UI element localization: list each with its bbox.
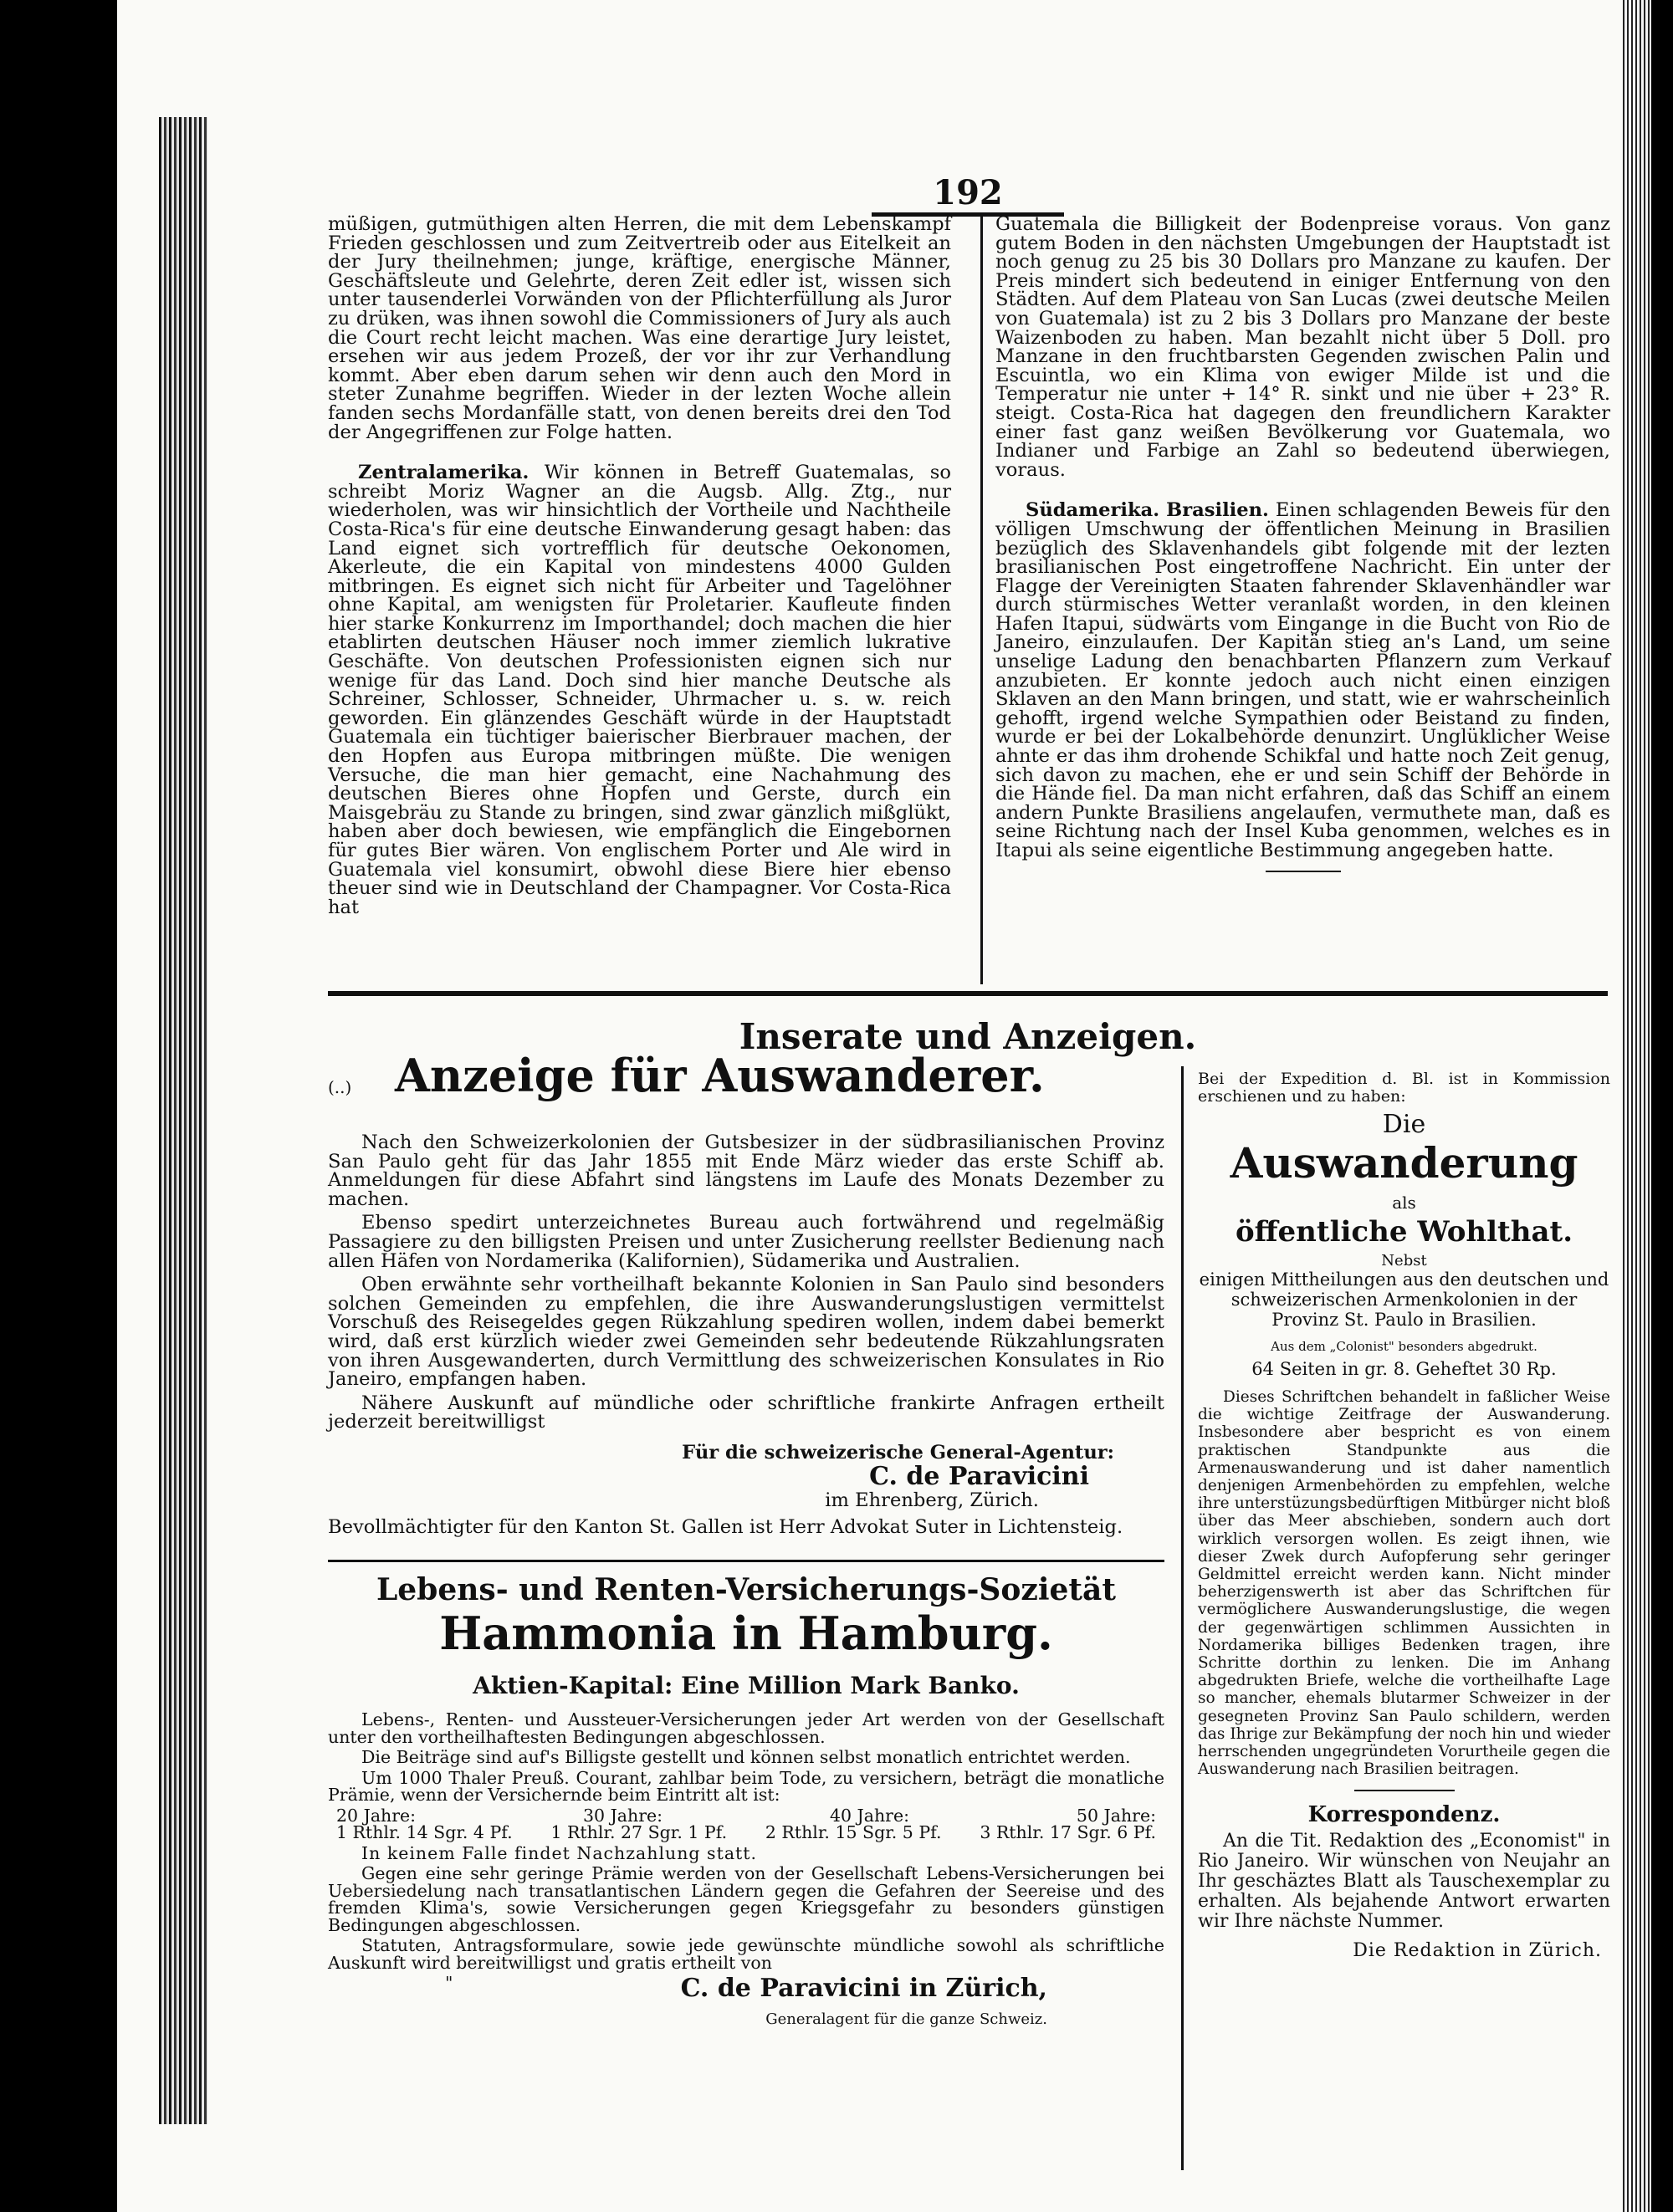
hammonia-p6: Statuten, Antragsformulare, sowie jede gewünschte mündliche sowohl als schriftliche Auskunft wird bereitwilligst und gratis ertheilt von — [328, 1935, 1164, 1973]
book-text: Dieses Schriftchen behandelt in faßlicher Weise die wichtige Zeitfrage der Auswanderung. Insbesondere aber bespricht es von einem praktischen Standpunkte aus die Armenauswanderung und ist daher namentlich denjenigen Armenbehörden zu empfehlen, welche ihre unterstüzungsbedürftigen Mitbürger nicht bloß über das Meer abschieben, sondern auch dort wirklich versorgen wollen. Es zeigt ihnen, wie dieser Zwek durch Aufopferung sehr geringer Geldmittel erreicht werden kann. Nicht minder beherzigenswerth ist aber das Schriftchen für vermöglichere Auswanderungslustige, die wegen der gegenwärtigen schlimmen Aussichten in Nordamerika billiges Bedenken tragen, ihre Schritte dorthin zu lenken. Die im Anhang abgedrukten Briefe, welche die vortheilhafte Lage so mancher, ehemals blutarmer Schweizer in der gesegneten Provinz San Paulo schildern, werden das Ihrige zur Bekämpfung der noch hin und wieder herrschenden ungegründeten Vorurtheile gegen die Auswanderung nach Brasilien beitragen. — [1198, 1388, 1610, 1779]
age-40: 40 Jahre: — [829, 1805, 910, 1826]
left-column — [328, 215, 951, 917]
hammonia-p4: In keinem Falle findet Nachzahlung statt. — [361, 1842, 758, 1863]
hammonia-line1: Lebens- und Renten-Versicherungs-Sozietät — [376, 1572, 1117, 1607]
page-number: 192 — [872, 173, 1064, 217]
age-30: 30 Jahre: — [582, 1805, 663, 1826]
auswanderer-p4: Nähere Auskunft auf mündliche oder schriftliche frankirte Anfragen ertheilt jederzeit bereitwilligst — [328, 1392, 1164, 1433]
ad-separator — [328, 1560, 1164, 1562]
hammonia-p3: Um 1000 Thaler Preuß. Courant, zahlbar beim Tode, zu versichern, beträgt die monatliche Prämie, wenn der Versichernde beim Eintritt alt ist: — [328, 1767, 1164, 1805]
premium-50: 3 Rthlr. 17 Sgr. 6 Pf. — [980, 1822, 1156, 1842]
korrespondenz-text: An die Tit. Redaktion des „Economist" in Rio Janeiro. Wir wünschen von Neujahr an Ihr geschäztes Blatt als Tauschexemplar zu erhalten. Als bejahende Antwort erwarten wir Ihre nächste Nummer. — [1198, 1831, 1610, 1933]
agent-name: C. de Paravicini — [869, 1461, 1089, 1491]
suedamerika-subheading: Brasilien. — [1166, 499, 1269, 522]
auswanderer-p3: Oben erwähnte sehr vortheilhaft bekannte Kolonien in San Paulo sind besonders solchen Gemeinden zu empfehlen, die ihre Auswanderungslustigen vermittelst Vorschuß des Reisegeldes gegen Rükzahlung spediren wollen, indem dabei bemerkt wird, daß erst kürzlich wieder zwei Gemeinden sehr bedeutende Rükzahlungsraten von ihren Ausgewanderten, durch Vermittlung des schweizerischen Konsulates in Rio Janeiro, empfangen haben. — [328, 1274, 1164, 1391]
book-die: Die — [1382, 1110, 1426, 1139]
premium-row — [328, 1824, 1164, 1842]
zentralamerika-text: Wir können in Betreff Guatemalas, so schreibt Moriz Wagner an die Augsb. Allg. Ztg., nur wiederholen, was wir hinsichtlich der Vortheile und Nachtheile Costa-Rica's für eine deutsche Einwanderung gesagt haben: das Land eignet sich vortrefflich für deutsche Oekonomen, Akerleute, die ein Kapital von mindestens 4000 Gulden mitbringen. Es eignet sich nicht für Arbeiter und Tagelöhner ohne Kapital, am wenigsten für Proletarier. Kaufleute finden hier starke Konkurrenz im Importhandel; doch machen die hier etablirten deutschen Häuser noch immer ziemlich lukrative Geschäfte. Von deutschen Professionisten eignen sich nur wenige für das Land. Doch sind hier manche Deutsche als Schreiner, Schlosser, Schneider, Uhrmacher u. s. w. reich geworden. Ein glänzendes Geschäft würde in der Hauptstadt Guatemala ein tüchtiger baierischer Bierbrauer machen, der den Hopfen aus Europa mitbringen müßte. Die wenigen Versuche, die man hier gemacht, eine Nachahmung des deutschen Bieres ohne Hopfen und Gerste, durch ein Maisgebräu zu Stande zu bringen, sind zwar gänzlich mißglükt, haben aber doch bewiesen, wie empfänglich die Eingebornen für gutes Bier wären. Von englischem Porter und Ale wird in Guatemala viel konsumirt, obwohl diese Biere hier ebenso theuer sind wie in Deutschland der Champagner. Vor Costa-Rica hat — [328, 462, 951, 918]
book-als: als — [1392, 1193, 1416, 1213]
agent-place: im Ehrenberg, Zürich. — [825, 1489, 1039, 1511]
book-reprint: Aus dem „Colonist" besonders abgedrukt. — [1271, 1339, 1537, 1354]
premium-20: 1 Rthlr. 14 Sgr. 4 Pf. — [336, 1822, 513, 1842]
hammonia-signer: C. de Paravicini in Zürich, — [680, 1974, 1047, 2003]
book-price: 64 Seiten in gr. 8. Geheftet 30 Rp. — [1251, 1359, 1557, 1379]
ads-divider — [1181, 1066, 1184, 2170]
zentralamerika-heading: Zentralamerika. — [358, 462, 530, 484]
hammonia-ad — [328, 1572, 1164, 2029]
auswanderer-p1: Nach den Schweizerkolonien der Gutsbesizer in der südbrasilianischen Provinz San Paulo geht für das Jahr 1855 mit Ende März wieder das erste Schiff ab. Anmeldungen für diese Abfahrt sind längstens im Laufe des Monats Dezember zu machen. — [328, 1132, 1164, 1210]
ads-heading: Inserate und Anzeigen. — [739, 1016, 1197, 1057]
book-intro: Bei der Expedition d. Bl. ist in Kommission erschienen und zu haben: — [1198, 1070, 1610, 1106]
auswanderer-p2: Ebenso spedirt unterzeichnetes Bureau auch fortwährend und regelmäßig Passagiere zu den billigsten Preisen und unter Zusicherung reellster Bedienung nach allen Häfen von Nordamerika (Kalifornien), Südamerika und Australien. — [328, 1212, 1164, 1272]
right-shadow — [1651, 0, 1673, 2212]
hammonia-p5: Gegen eine sehr geringe Prämie werden von der Gesellschaft Lebens-Versicherungen bei Uebersiedelung nach transatlantischen Ländern gegen die Gefahren der Seereise und des fremden Klima's, sowie Versicherungen gegen Kriegsgefahr zu besonders günstigen Bedingungen abgeschlossen. — [328, 1863, 1164, 1935]
suedamerika-heading: Südamerika. — [1026, 499, 1160, 522]
auswanderer-ad — [328, 1049, 1164, 1539]
book-desc: einigen Mittheilungen aus den deutschen und schweizerischen Armenkolonien in der Provinz St. Paulo in Brasilien. — [1199, 1269, 1609, 1330]
age-50: 50 Jahre: — [1076, 1805, 1156, 1826]
hammonia-line2: Hammonia in Hamburg. — [439, 1607, 1053, 1660]
section-rule — [328, 991, 1608, 996]
hammonia-p2: Die Beiträge sind auf's Billigste gestellt und können selbst monatlich entrichtet werden. — [361, 1747, 1131, 1767]
premium-40: 2 Rthlr. 15 Sgr. 5 Pf. — [765, 1822, 942, 1842]
hammonia-capital: Aktien-Kapital: Eine Million Mark Banko. — [473, 1672, 1020, 1699]
agency-line: Für die schweizerische General-Agentur: — [682, 1441, 1114, 1464]
article-end-rule — [1266, 871, 1341, 872]
ad-marker: (..) — [328, 1077, 352, 1097]
korrespondenz-sign: Die Redaktion in Zürich. — [1353, 1940, 1602, 1962]
newspaper-page — [219, 155, 1612, 2195]
proxy-line: Bevollmächtigter für den Kanton St. Gallen ist Herr Advokat Suter in Lichtensteig. — [328, 1516, 1123, 1539]
zentralamerika-article — [328, 463, 951, 917]
page-edge-stack — [1623, 0, 1651, 2212]
age-20: 20 Jahre: — [336, 1805, 417, 1826]
age-row — [328, 1807, 1164, 1825]
book-ad — [1198, 1070, 1610, 1962]
right-column — [995, 215, 1610, 872]
book-title: Auswanderung — [1230, 1138, 1578, 1188]
binding-edge — [159, 117, 207, 2124]
suedamerika-text: Einen schlagenden Beweis für den völligen Umschwung der öffentlichen Meinung in Brasilien bezüglich des Sklavenhandels gibt folgende mit der lezten brasilianischen Post eingetroffene Nachricht. Ein unter der Flagge der Vereinigten Staaten fahrender Sklavenhändler war durch stürmisches Wetter veranlaßt worden, in den kleinen Hafen Itapui, südwärts vom Eingange in die Bucht von Rio de Janeiro, einzulaufen. Der Kapitän stieg an's Land, um seine unselige Ladung den benachbarten Pflanzern zum Verkauf anzubieten. Er konnte jedoch auch nicht einen einzigen Sklaven an den Mann bringen, und statt, wie er wahrscheinlich gehofft, irgend welche Sympathien oder Beistand zu finden, wurde er bei der Lokalbehörde denunzirt. Unglüklicher Weise ahnte er das ihm drohende Schikfal und hatte noch Zeit genug, sich davon zu machen, ehe er und sein Schiff der Behörde in die Hände fiel. Da man nicht erfahren, daß das Schiff an einem andern Punkte Brasiliens angelaufen, vermuthete man, daß es seine Richtung nach der Insel Kuba genommen, welches es in Itapui als seine eigentliche Bestimmung angegeben hatte. — [995, 499, 1611, 861]
hammonia-signer-sub: Generalagent für die ganze Schweiz. — [765, 2010, 1047, 2028]
korrespondenz-heading: Korrespondenz. — [1307, 1802, 1501, 1828]
book-nebst: Nebst — [1381, 1252, 1427, 1269]
left-paragraph-1: müßigen, gutmüthigen alten Herren, die mit dem Lebenskampf Frieden geschlossen und zum Zeitvertreib oder aus Eitelkeit an der Jury theilnehmen; junge, kräftige, energische Männer, Geschäftsleute und Gelehrte, deren Zeit edler ist, wissen sich unter tausenderlei Vorwänden von der Pflichterfüllung als Juror zu drüken, was ihnen sowohl die Commissioners of Jury als auch die Court recht leicht machen. Was eine derartige Jury leistet, ersehen wir aus jedem Prozeß, der vor ihr zur Verhandlung kommt. Aber eben darum sehen wir denn auch den Mord in steter Zunahme begriffen. Wieder in der lezten Woche allein fanden sechs Mordanfälle statt, von denen bereits drei den Tod der Angegriffenen zur Folge hatten. — [328, 213, 951, 443]
column-divider — [980, 215, 983, 984]
book-subtitle: öffentliche Wohlthat. — [1235, 1215, 1573, 1249]
binding-shadow — [0, 0, 117, 2212]
hammonia-p1: Lebens-, Renten- und Aussteuer-Versicherungen jeder Art werden von der Gesellschaft unter den vortheilhaftesten Bedingungen abgeschlossen. — [328, 1709, 1164, 1747]
book-end-rule — [1354, 1790, 1455, 1791]
premium-30: 1 Rthlr. 27 Sgr. 1 Pf. — [550, 1822, 728, 1842]
suedamerika-article — [995, 501, 1610, 860]
ditto-mark: " — [445, 1973, 453, 1993]
right-paragraph-1: Guatemala die Billigkeit der Bodenpreise voraus. Von ganz gutem Boden in den nächsten Umgebungen der Hauptstadt ist noch genug zu 25 bis 30 Dollars pro Manzane zu kaufen. Der Preis mindert sich bedeutend in einiger Entfernung von den Städten. Auf dem Plateau von San Lucas (zwei deutsche Meilen von Guatemala) ist zu 2 bis 3 Dollars pro Manzane der beste Waizenboden zu haben. Man bezahlt nicht über 5 Doll. pro Manzane in den fruchtbarsten Gegenden zwischen Palin und Escuintla, wo ein Klima von ewiger Milde ist und die Temperatur nie unter + 14° R. sinkt und nie über + 23° R. steigt. Costa-Rica hat dagegen den freundlichern Karakter einer fast ganz weißen Bevölkerung vor Guatemala, wo Indianer und Farbige an Zahl so bedeutend überwiegen, voraus. — [995, 213, 1610, 481]
auswanderer-title: Anzeige für Auswanderer. — [395, 1049, 1045, 1102]
